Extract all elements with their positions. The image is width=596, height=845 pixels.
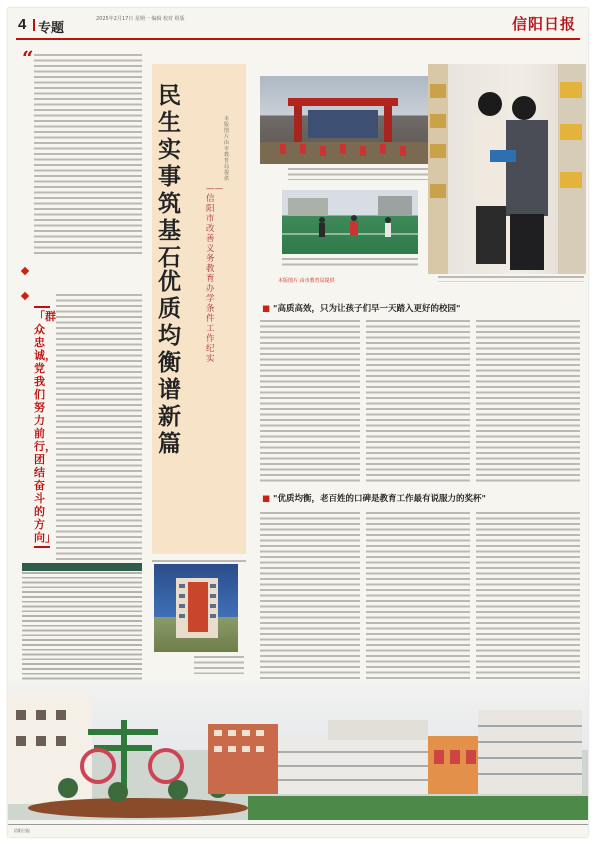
header-meta: 2025年2月17日 星期一 编辑 校对 组版 (96, 16, 185, 22)
body-text-col8 (476, 512, 580, 682)
photo-caption-2 (282, 258, 418, 268)
main-title: 民生实事筑基石 (158, 82, 181, 271)
body-text-col1-lower (22, 572, 142, 684)
body-text-col5 (476, 320, 580, 482)
main-title-2: 优质均衡谱新篇 (158, 268, 181, 457)
body-text-col3 (260, 320, 360, 482)
page-footer: 信阳日报 (8, 824, 588, 837)
newspaper-logo: 信阳日报 (511, 15, 576, 33)
inline-photo-strip (22, 563, 142, 571)
lead-paragraph (34, 54, 142, 254)
sidebar-quote: 「群众忠诚，党我们努力前行，团结奋斗的方向」 (34, 306, 50, 548)
school-building-photo (154, 564, 238, 652)
subhead-2: ■ "优质均衡，老百姓的口碑是教育工作最有说服力的奖杯" (262, 494, 486, 504)
body-text-col1 (56, 294, 142, 564)
body-text-col6 (260, 512, 360, 682)
section-name: 专题 (38, 17, 64, 36)
school-gate-photo (260, 76, 428, 164)
photo-caption-3 (438, 276, 584, 282)
bullet-icon (21, 292, 29, 300)
subhead-1: ■ "高质高效，只为让孩子们早一天踏入更好的校园" (262, 304, 461, 314)
page-header (8, 8, 588, 40)
body-text-col4 (366, 320, 470, 482)
campus-panorama-photo (8, 680, 588, 820)
body-text-col7 (366, 512, 470, 682)
photo-credit: 本版图片 由市教育局提供 (278, 278, 335, 284)
quote-icon: “ (22, 46, 34, 70)
subtitle: ——信阳市改善义务教育办学条件工作纪实 (206, 184, 223, 364)
library-students-photo (428, 64, 586, 274)
photo-caption-1 (288, 168, 428, 180)
page-number: 4 (18, 16, 27, 33)
photo-caption-4 (194, 656, 244, 674)
sports-field-photo (282, 190, 418, 254)
header-rule (16, 38, 580, 40)
bullet-icon (21, 267, 29, 275)
newspaper-page (8, 8, 588, 837)
byline: 本版图片 由市教育局提供 (224, 116, 230, 182)
